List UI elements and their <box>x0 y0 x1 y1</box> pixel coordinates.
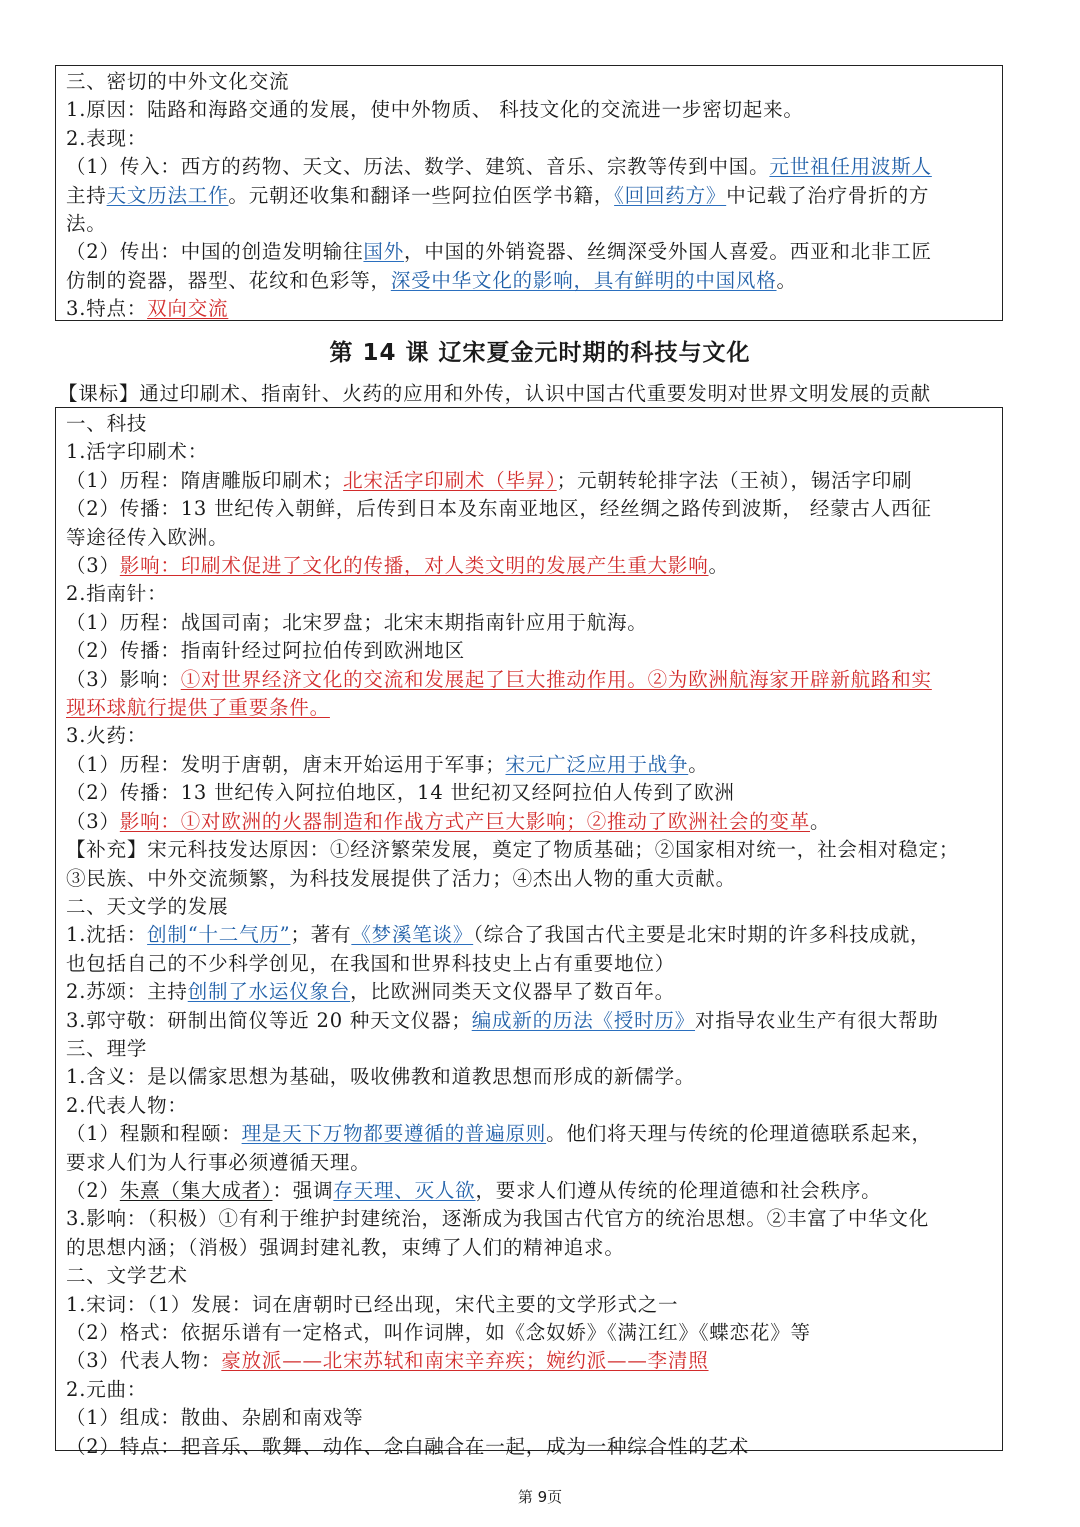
highlight-red: 现环球航行提供了重要条件。 <box>66 696 330 720</box>
text-line: （2）特点：把音乐、歌舞、动作、念白融合在一起，成为一种综合性的艺术 <box>66 1434 750 1458</box>
text: （1）历程：发明于唐朝，唐末开始运用于军事； <box>66 752 506 776</box>
text-line <box>66 751 992 779</box>
text: ；著有 <box>290 923 352 947</box>
text-line: 3.影响：（积极）①有利于维护封建统治，逐渐成为我国古代官方的统治思想。②丰富了中华文化 <box>66 1207 930 1231</box>
highlight-blue: 天文历法工作 <box>106 183 229 207</box>
text-line <box>66 1120 992 1148</box>
text: 1.沈括： <box>66 923 148 947</box>
text: （3）影响： <box>66 667 181 691</box>
text: 。 <box>688 752 709 776</box>
highlight-blue: 《回回药方》 <box>614 183 727 207</box>
highlight-red: 北宋活字印刷术（毕昇） <box>343 468 557 492</box>
text: （2）传出：中国的创造发明输往 <box>66 240 364 264</box>
text: ，中国的外销瓷器、丝绸深受外国人喜爱。西亚和北非工匠 <box>404 240 932 264</box>
text: （1）程颢和程颐： <box>66 1122 242 1146</box>
section-heading: 一、科技 <box>66 412 148 435</box>
section-heading: 二、文学艺术 <box>66 1264 188 1288</box>
highlight-blue: 理是天下万物都要遵循的普遍原则 <box>241 1122 547 1146</box>
highlight-blue: 深受中华文化的影响，具有鲜明的中国风格 <box>390 268 777 292</box>
highlight-red: 豪放派——北宋苏轼和南宋辛弃疾；婉约派——李清照 <box>221 1349 709 1373</box>
text: 。他们将天理与传统的伦理道德联系起来， <box>546 1122 932 1146</box>
text-line <box>66 694 992 722</box>
text-line: 1.原因：陆路和海路交通的发展，使中外物质、 科技文化的交流进一步密切起来。 <box>66 98 804 122</box>
section-box-lesson-14 <box>55 407 1003 1458</box>
text-line: ③民族、中外交流频繁，为科技发展提供了活力；④杰出人物的重大贡献。 <box>66 866 736 890</box>
text: ；元朝转轮排字法（王祯），锡活字印刷 <box>556 468 913 492</box>
text: 仿制的瓷器，器型、花纹和色彩等， <box>66 268 391 292</box>
text: （1）传入：西方的药物、天文、历法、数学、建筑、音乐、宗教等传到中国。 <box>66 155 770 179</box>
text-line: 2.指南针： <box>66 582 168 606</box>
highlight-blue: 编成新的历法《授时历》 <box>471 1008 696 1032</box>
text: （3）代表人物： <box>66 1349 222 1373</box>
text-line: 也包括自己的不少科学创见，在我国和世界科技史上占有重要地位） <box>66 951 676 975</box>
text-line <box>66 1347 992 1375</box>
text: （1）历程：隋唐雕版印刷术； <box>66 468 344 492</box>
section-heading: 三、理学 <box>66 1036 148 1060</box>
text-line <box>66 467 992 495</box>
text: 主持 <box>66 183 107 207</box>
text-line: （2）传播：13 世纪传入阿拉伯地区，14 世纪初又经阿拉伯人传到了欧洲 <box>66 781 735 805</box>
text-line: （2）格式：依据乐谱有一定格式，叫作词牌，如《念奴娇》《满江红》《蝶恋花》等 <box>66 1321 811 1344</box>
text-line: （2）传播：指南针经过阿拉伯传到欧洲地区 <box>66 639 465 663</box>
text-line <box>66 808 992 836</box>
curriculum-standard: 【课标】通过印刷术、指南针、火药的应用和外传，认识中国古代重要发明对世界文明发展的贡献 <box>58 382 931 405</box>
section-box-cultural-exchange <box>55 65 1003 321</box>
text-line: 法。 <box>66 212 107 236</box>
highlight-blue: 元世祖任用波斯人 <box>769 155 932 179</box>
text: （3） <box>66 554 120 578</box>
text-line <box>66 666 992 694</box>
text-line <box>66 182 992 210</box>
text-line: 2.元曲： <box>66 1377 148 1401</box>
text: 。元朝还收集和翻译一些阿拉伯医学书籍， <box>228 183 615 207</box>
text-line: 3.火药： <box>66 724 148 748</box>
text-line: 【补充】宋元科技发达原因：①经济繁荣发展，奠定了物质基础；②国家相对统一，社会相对稳定； <box>66 838 960 862</box>
text-line <box>66 1007 992 1035</box>
text-line: 2.代表人物： <box>66 1093 188 1117</box>
highlight-red: 双向交流 <box>147 297 229 321</box>
text-line: 的思想内涵；（消极）强调封建礼教，束缚了人们的精神追求。 <box>66 1235 625 1259</box>
text: 3.特点： <box>66 297 148 321</box>
text-line <box>66 267 992 295</box>
text-line <box>66 978 992 1006</box>
text: ：强调 <box>272 1178 334 1202</box>
text-line: 等途径传入欧洲。 <box>66 525 229 549</box>
text-line <box>66 295 992 323</box>
text: 3.郭守敬：研制出简仪等近 20 种天文仪器； <box>66 1008 472 1032</box>
highlight-blue: 国外 <box>363 240 405 264</box>
text-line <box>66 153 992 181</box>
text: 。 <box>708 554 729 578</box>
text-line <box>66 238 992 266</box>
highlight-blue: 创制了水运仪象台 <box>187 980 351 1004</box>
text: 2.苏颂：主持 <box>66 980 188 1004</box>
text: ，要求人们遵从传统的伦理道德和社会秩序。 <box>475 1178 882 1202</box>
text-line: 1.活字印刷术： <box>66 440 209 464</box>
text: 。 <box>810 809 831 833</box>
text-line: （2）传播：13 世纪传入朝鲜，后传到日本及东南亚地区，经丝绸之路传到波斯， 经蒙古人西征 <box>66 497 932 521</box>
lesson-title: 第 14 课 辽宋夏金元时期的科技与文化 <box>329 340 751 366</box>
text-line <box>66 921 992 949</box>
text-line <box>66 1177 992 1205</box>
text-line: （1）组成：散曲、杂剧和南戏等 <box>66 1406 364 1430</box>
text-line: 1.宋词：（1）发展：词在唐朝时已经出现，宋代主要的文学形式之一 <box>66 1292 679 1316</box>
highlight-blue: 宋元广泛应用于战争 <box>505 752 689 776</box>
text: ，比欧洲同类天文仪器早了数百年。 <box>350 980 675 1004</box>
text-line: （1）历程：战国司南；北宋罗盘；北宋末期指南针应用于航海。 <box>66 610 648 634</box>
highlight-red: ①对世界经济文化的交流和发展起了巨大推动作用。②为欧洲航海家开辟新航路和实 <box>180 667 932 691</box>
underlined-text: 朱熹（集大成者） <box>119 1178 273 1202</box>
text: （综合了我国古代主要是北宋时期的许多科技成就， <box>473 923 931 947</box>
section-heading: 三、密切的中外文化交流 <box>66 70 290 93</box>
highlight-blue: 《梦溪笔谈》 <box>351 923 474 947</box>
text: 。 <box>776 268 797 292</box>
highlight-blue: 存天理、灭人欲 <box>333 1178 476 1202</box>
text: （2） <box>66 1178 120 1202</box>
page-number: 第 9页 <box>517 1488 563 1506</box>
text-line: 1.含义：是以儒家思想为基础，吸收佛教和道教思想而形成的新儒学。 <box>66 1065 696 1089</box>
text: 对指导农业生产有很大帮助 <box>695 1008 939 1032</box>
text-line <box>66 552 992 580</box>
text-line: 2.表现： <box>66 126 148 150</box>
section-heading: 二、天文学的发展 <box>66 894 229 918</box>
text-line: 要求人们为人行事必须遵循天理。 <box>66 1150 371 1174</box>
text: 中记载了治疗骨折的方 <box>726 183 930 207</box>
highlight-red: 影响：印刷术促进了文化的传播，对人类文明的发展产生重大影响 <box>119 554 709 578</box>
highlight-blue: 创制“十二气历” <box>147 923 291 947</box>
text: （3） <box>66 809 120 833</box>
highlight-red: 影响：①对欧洲的火器制造和作战方式产巨大影响；②推动了欧洲社会的变革 <box>119 809 811 833</box>
